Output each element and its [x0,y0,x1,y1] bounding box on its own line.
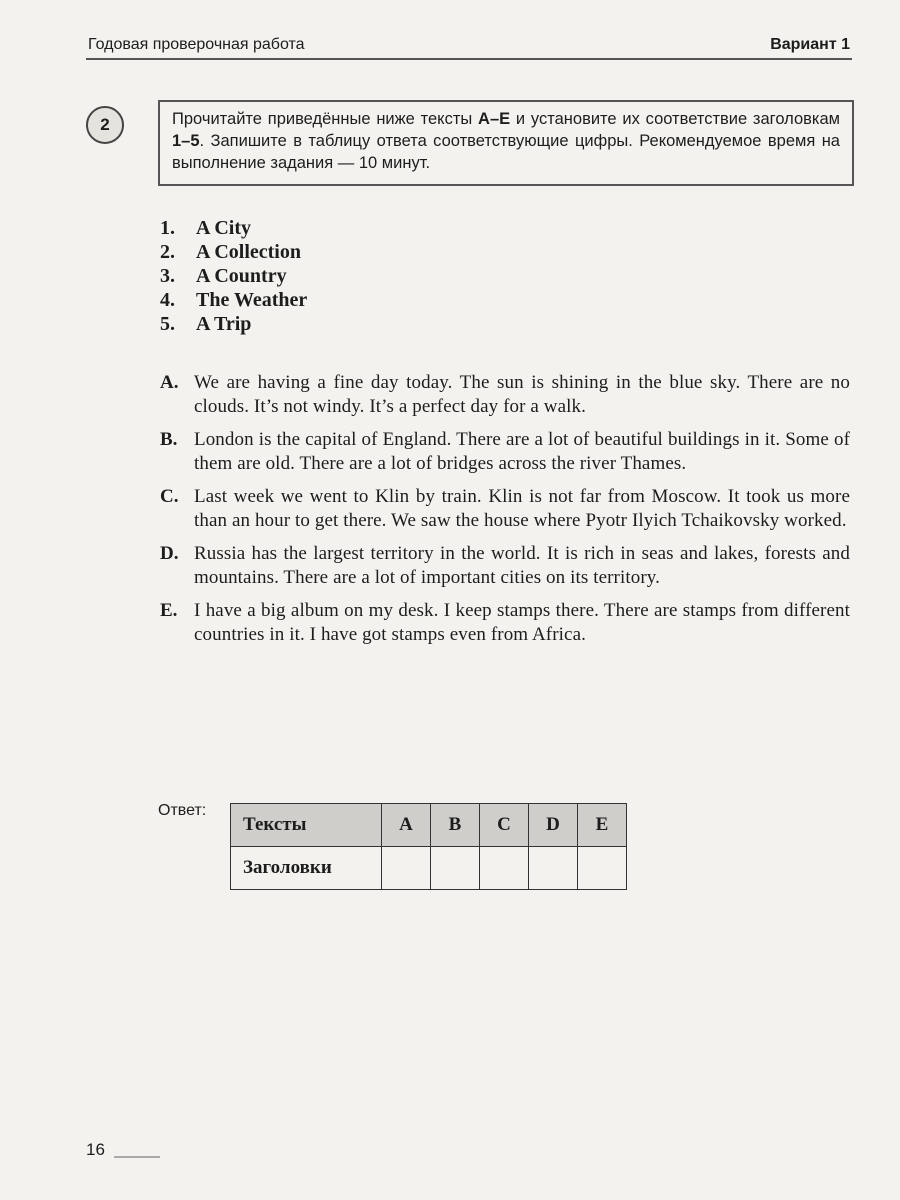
heading-item [160,288,307,312]
heading-item [160,312,307,336]
task-instruction [158,100,854,186]
answer-table [230,803,627,890]
header-variant: Вариант 1 [770,36,850,53]
text-letter: D. [160,543,179,564]
instruction-bold-range: 1–5 [172,132,200,150]
task-number-badge: 2 [86,106,124,144]
answer-input-row [231,847,627,890]
column-head: D [529,804,578,847]
text-item [160,599,850,647]
heading-text: A Collection [196,241,301,263]
column-head: A [382,804,431,847]
page-number: 16 [86,1140,105,1159]
instruction-text: . Запишите в таблицу ответа соответствующие цифры. Рекомендуемое время на выполнение задания — 10 минут. [172,132,840,172]
page-header [86,32,852,60]
text-item [160,428,850,476]
text-letter: C. [160,486,179,507]
text-body: We are having a fine day today. The sun is shining in the blue sky. There are no clouds. It’s not windy. It’s a perfect day for a walk. [194,372,850,417]
heading-text: A Trip [196,313,252,335]
heading-number: 3. [160,265,175,287]
text-body: Russia has the largest territory in the world. It is rich in seas and lakes, forests and mountains. There are a lot of important cities on its territory. [194,543,850,588]
column-head: E [578,804,627,847]
row-head-texts: Тексты [231,804,382,847]
column-head: B [431,804,480,847]
column-head: C [480,804,529,847]
text-item [160,371,850,419]
answer-label: Ответ: [158,802,207,819]
instruction-text: Прочитайте приведённые ниже тексты [172,110,479,128]
heading-item [160,216,307,240]
text-body: Last week we went to Klin by train. Klin is not far from Moscow. It took us more than an hour to get there. We saw the house where Pyotr Ilyich Tchaikovsky worked. [194,486,850,531]
answer-cell-d[interactable] [529,847,578,890]
text-letter: A. [160,372,179,393]
answer-cell-c[interactable] [480,847,529,890]
answer-header-row [231,804,627,847]
instruction-text: и установите их соответствие заголовкам [510,110,841,128]
text-body: I have a big album on my desk. I keep stamps there. There are stamps from different countries in it. I have got stamps even from Africa. [194,600,850,645]
heading-number: 5. [160,313,175,335]
answer-cell-e[interactable] [578,847,627,890]
heading-number: 2. [160,241,175,263]
headings-list [160,216,307,336]
heading-item [160,240,307,264]
heading-number: 4. [160,289,175,311]
text-letter: E. [160,600,178,621]
header-title: Годовая проверочная работа [88,36,305,53]
answer-cell-a[interactable] [382,847,431,890]
heading-text: A City [196,217,251,239]
answer-cell-b[interactable] [431,847,480,890]
row-head-headings: Заголовки [231,847,382,890]
text-item [160,485,850,533]
instruction-bold-range: A–E [478,110,511,128]
text-letter: B. [160,429,178,450]
text-item [160,542,850,590]
heading-item [160,264,307,288]
heading-number: 1. [160,217,175,239]
texts-list [160,371,850,656]
page-number-rule [114,1156,160,1158]
heading-text: A Country [196,265,287,287]
heading-text: The Weather [196,289,308,311]
text-body: London is the capital of England. There are a lot of beautiful buildings in it. Some of them are old. There are a lot of bridges across the river Thames. [194,429,850,474]
